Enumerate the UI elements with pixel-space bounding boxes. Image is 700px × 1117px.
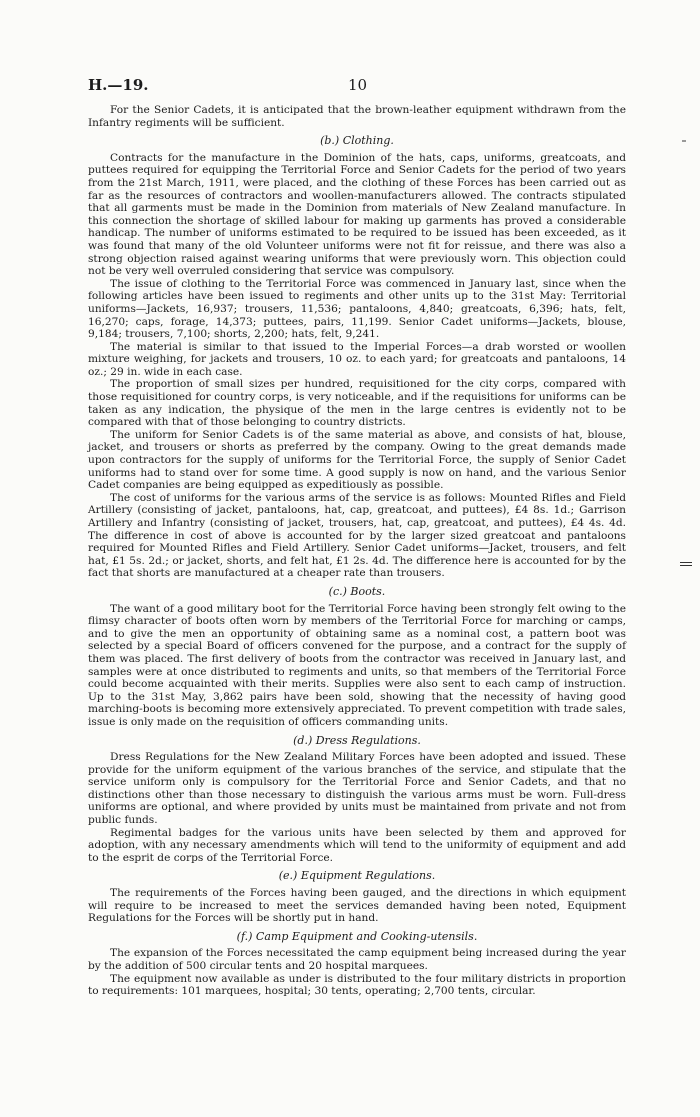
paragraph: Contracts for the manufacture in the Dominion of the hats, caps, uniforms, greatcoats, and puttees required for equipping the Territorial Force and Senior Cadets for the period of two years from the 21st March, 1911, were placed, and the clothing of these Forces has been carried out as far as the resources of contractors and woollen-manufacturers allowed. The contracts stipulated that all garments must be made in the Dominion from materials of New Zealand manufacture. In this connection the shortage of skilled labour for making up garments has proved a considerable handicap. The number of uniforms estimated to be required to be issued has been exceeded, as it was found that many of the old Volunteer uniforms were not fit for reissue, and there was also a strong objection raised against wearing uniforms that were previously worn. This objection could not be very well overruled considering that service was compulsory. <box>88 151 626 278</box>
paragraph: The expansion of the Forces necessitated the camp equipment being increased during the year by the addition of 500 circular tents and 20 hospital marquees. <box>88 947 626 972</box>
paragraph: The requirements of the Forces having been gauged, and the directions in which equipment will require to be increased to meet the services demanded having been noted, Equipment Regulations for the Forces will be shortly put in hand. <box>88 887 626 925</box>
scan-speck <box>682 140 686 142</box>
document-body <box>88 104 626 998</box>
paragraph: The want of a good military boot for the Territorial Force having been strongly felt owing to the flimsy character of boots often worn by members of the Territorial Force for marching or camps, and to give the men an opportunity of obtaining same as a nominal cost, a pattern boot was selected by a special Board of officers convened for the purpose, and a contract for the supply of them was placed. The first delivery of boots from the contractor was received in January last, and samples were at once distributed to regiments and units, so that members of the Territorial Force could become acquainted with their merits. Supplies were also sent to each camp of instruction. Up to the 31st May, 3,862 pairs have been sold, showing that the necessity of having good marching-boots is becoming more extensively appreciated. To prevent competition with trade sales, issue is only made on the requisition of officers commanding units. <box>88 602 626 728</box>
document-reference: H.—19. <box>88 76 149 94</box>
paragraph: The cost of uniforms for the various arms of the service is as follows: Mounted Rifles and Field Artillery (consisting of jacket, pantaloons, hat, cap, greatcoat, and puttees), £4 8s. 1d.; Garrison Artillery and Infantry (consisting of jacket, trousers, hat, cap, greatcoat, and puttees), £4 4s. 4d. The difference in cost of above is accounted for by the larger sized greatcoat and pantaloons required for Mounted Rifles and Field Artillery. Senior Cadet uniforms—Jacket, trousers, and felt hat, £1 5s. 2d.; or jacket, shorts, and felt hat, £1 2s. 4d. The difference here is accounted for by the fact that shorts are manufactured at a cheaper rate than trousers. <box>88 491 626 580</box>
page-number: 10 <box>348 76 368 94</box>
paragraph: The equipment now available as under is distributed to the four military districts in proportion to requirements: 101 marquees, hospital; 30 tents, operating; 2,700 tents, circular. <box>88 972 626 998</box>
paragraph: The uniform for Senior Cadets is of the same material as above, and consists of hat, blouse, jacket, and trousers or shorts as preferred by the company. Owing to the great demands made upon contractors for the supply of uniforms for the Territorial Force, the supply of Senior Cadet uniforms had to stand over for some time. A good supply is now on hand, and the various Senior Cadet companies are being equipped as expeditiously as possible. <box>88 428 626 492</box>
margin-mark <box>680 562 692 570</box>
paragraph: Dress Regulations for the New Zealand Military Forces have been adopted and issued. These provide for the uniform equipment of the various branches of the service, and stipulate that the service uniform only is compulsory for the Territorial Force and Senior Cadets, and that no distinctions other than those necessary to distinguish the various arms must be worn. Full-dress uniforms are optional, and where provided by units must be maintained from private and not from public funds. <box>88 751 626 827</box>
paragraph: The issue of clothing to the Territorial Force was commenced in January last, since when the following articles have been issued to regiments and other units up to the 31st May: Territorial uniforms—Jackets, 16,937; trousers, 11,536; pantaloons, 4,840; greatcoats, 6,396; hats, felt, 16,270; caps, forage, 14,373; puttees, pairs, 11,199. Senior Cadet uniforms—Jackets, blouse, 9,184; trousers, 7,100; shorts, 2,200; hats, felt, 9,241. <box>88 277 626 341</box>
paragraph: The material is similar to that issued to the Imperial Forces—a drab worsted or woollen mixture weighing, for jackets and trousers, 10 oz. to each yard; for greatcoats and pantaloons, 14 oz.; 29 in. wide in each case. <box>88 340 626 378</box>
section-heading-camp-equipment: (f.) Camp Equipment and Cooking-utensils. <box>236 929 478 943</box>
section-heading-clothing: (b.) Clothing. <box>320 134 394 148</box>
paragraph: For the Senior Cadets, it is anticipated that the brown-leather equipment withdrawn from the Infantry regiments will be sufficient. <box>88 104 626 129</box>
section-heading-dress-regulations: (d.) Dress Regulations. <box>293 733 421 747</box>
paragraph: Regimental badges for the various units have been selected by them and approved for adoption, with any necessary amendments which will tend to the uniformity of equipment and add to the esprit de corps of the Territorial Force. <box>88 826 626 864</box>
page-header <box>88 76 616 96</box>
section-heading-boots: (c.) Boots. <box>328 584 386 598</box>
paragraph: The proportion of small sizes per hundred, requisitioned for the city corps, compared with those requisitioned for country corps, is very noticeable, and if the requisitions for uniforms can be taken as any indication, the physique of the men in the large centres is evidently not to be compared with that of those belonging to country districts. <box>88 378 626 429</box>
section-heading-equipment-regulations: (e.) Equipment Regulations. <box>278 869 436 883</box>
